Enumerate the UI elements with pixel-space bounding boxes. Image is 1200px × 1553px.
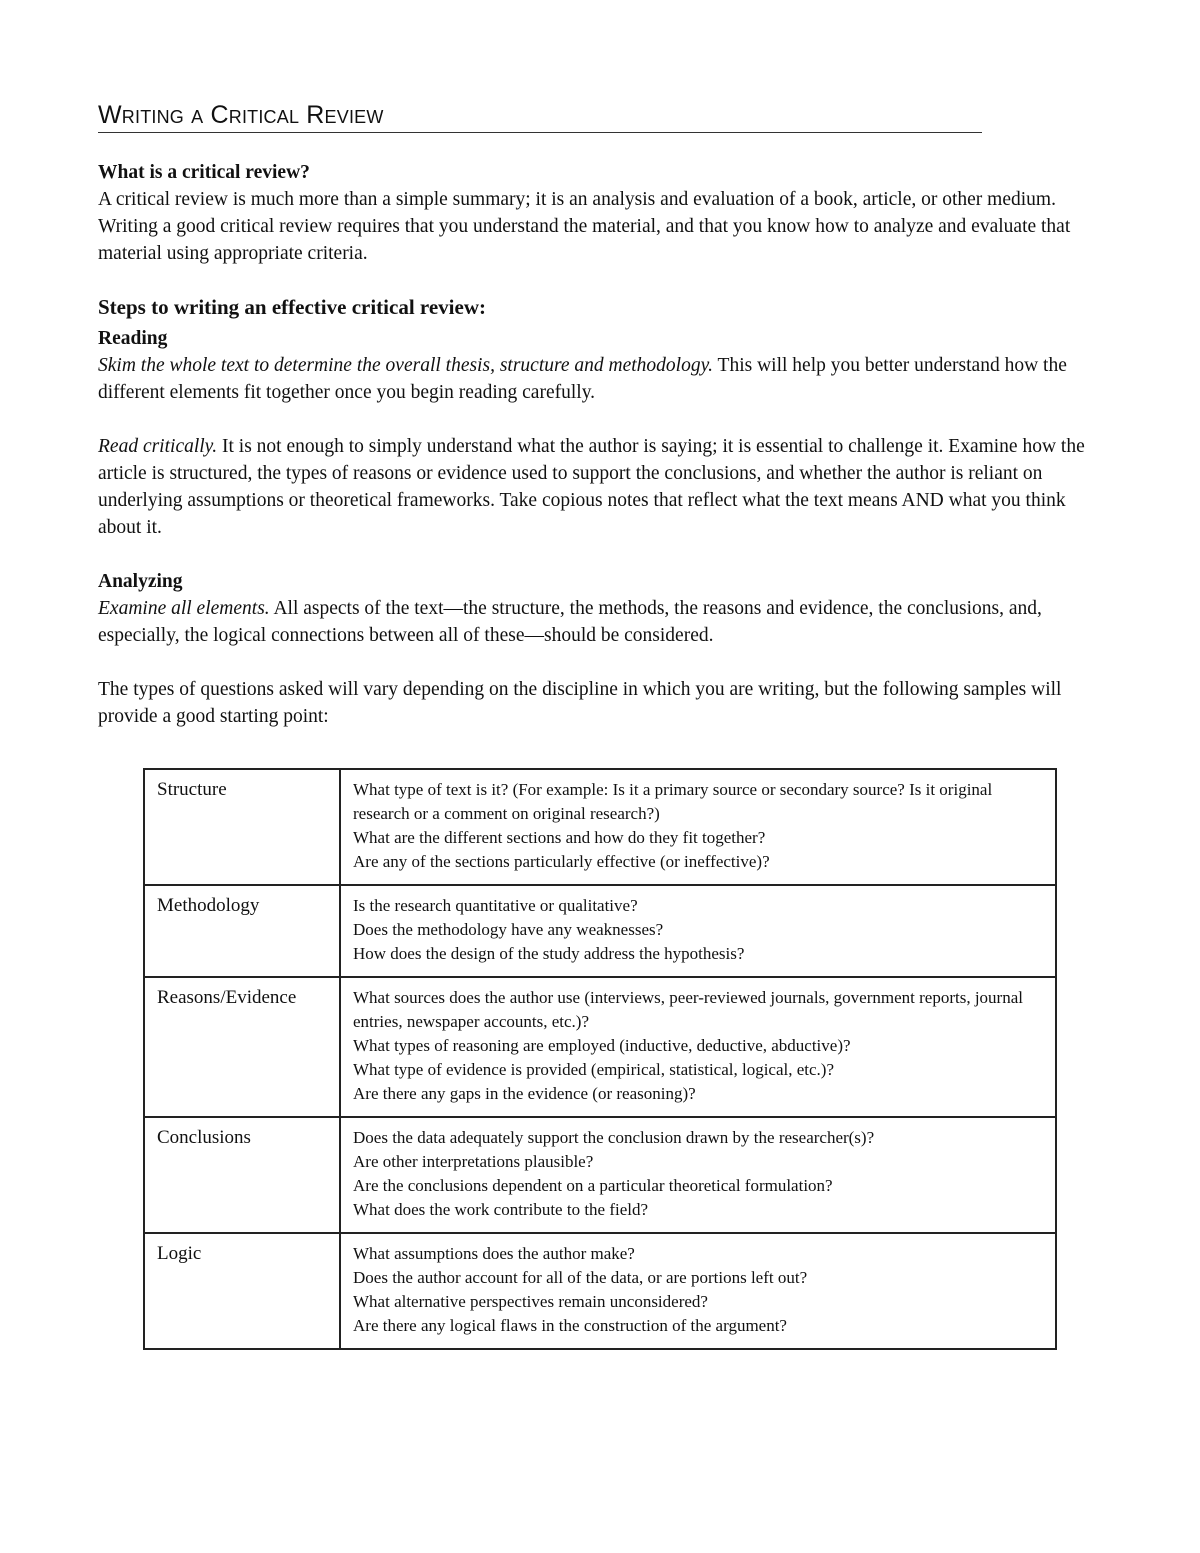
paragraph: A critical review is much more than a simple summary; it is an analysis and evaluation of a book, article, or other medium. Writing a good critical review requires that you understand the material, and that you know how to analyze and evaluate that material using appropriate criteria.: [98, 189, 1071, 264]
section-heading: What is a critical review?: [98, 162, 310, 183]
category-cell: Logic: [144, 1233, 340, 1349]
question: What types of reasoning are employed (inductive, deductive, abductive)?: [353, 1036, 851, 1055]
table-row: [144, 1233, 1056, 1349]
question: Does the methodology have any weaknesses?: [353, 920, 664, 939]
question: Is the research quantitative or qualitative?: [353, 896, 638, 915]
question: Are there any gaps in the evidence (or reasoning)?: [353, 1084, 696, 1103]
question: What type of evidence is provided (empirical, statistical, logical, etc.)?: [353, 1060, 835, 1079]
paragraph: [98, 595, 1088, 649]
analyzing-heading: Analyzing: [98, 571, 183, 592]
steps-heading: Steps to writing an effective critical review:: [98, 295, 486, 319]
question: What assumptions does the author make?: [353, 1244, 635, 1263]
italic-lead: Skim the whole text to determine the overall thesis, structure and methodology.: [98, 355, 714, 376]
questions-table: [143, 768, 1057, 1350]
question: What are the different sections and how do they fit together?: [353, 828, 766, 847]
paragraph: [98, 433, 1088, 541]
italic-lead: Examine all elements.: [98, 598, 270, 619]
question: How does the design of the study address the hypothesis?: [353, 944, 745, 963]
paragraph: [98, 352, 1088, 406]
question: What sources does the author use (interviews, peer-reviewed journals, government reports, journal entries, newspaper accounts, etc.)?: [353, 988, 1023, 1031]
questions-cell: [340, 769, 1056, 885]
question: Are there any logical flaws in the construction of the argument?: [353, 1316, 787, 1335]
table-row: [144, 769, 1056, 885]
question: Are the conclusions dependent on a particular theoretical formulation?: [353, 1176, 833, 1195]
table-row: [144, 977, 1056, 1117]
question: Does the author account for all of the data, or are portions left out?: [353, 1268, 808, 1287]
question: Are other interpretations plausible?: [353, 1152, 594, 1171]
document-page: [98, 100, 1088, 730]
category-cell: Structure: [144, 769, 340, 885]
questions-cell: [340, 1117, 1056, 1233]
questions-cell: [340, 977, 1056, 1117]
paragraph-text: It is not enough to simply understand what the author is saying; it is essential to challenge it. Examine how the article is structured, the types of reasons or evidence used to support the conclusions, and whether the author is reliant on underlying assumptions or theoretical frameworks. Take copious notes that reflect what the text means AND what you think about it.: [98, 436, 1085, 538]
italic-lead: Read critically.: [98, 436, 218, 457]
paragraph-text: This will help you better understand how the different elements fit together once you begin reading carefully.: [98, 355, 1067, 403]
question: Does the data adequately support the conclusion drawn by the researcher(s)?: [353, 1128, 875, 1147]
question: What type of text is it? (For example: Is it a primary source or secondary source? Is it original research or a comment on original research?): [353, 780, 993, 823]
questions-cell: [340, 885, 1056, 977]
question: What alternative perspectives remain unconsidered?: [353, 1292, 708, 1311]
question: What does the work contribute to the field?: [353, 1200, 649, 1219]
question: Are any of the sections particularly effective (or ineffective)?: [353, 852, 770, 871]
reading-heading: Reading: [98, 328, 168, 349]
document-title: Writing a Critical Review: [98, 100, 982, 133]
paragraph: The types of questions asked will vary depending on the discipline in which you are writing, but the following samples will provide a good starting point:: [98, 679, 1062, 727]
category-cell: Reasons/Evidence: [144, 977, 340, 1117]
category-cell: Methodology: [144, 885, 340, 977]
category-cell: Conclusions: [144, 1117, 340, 1233]
paragraph-text: All aspects of the text—the structure, the methods, the reasons and evidence, the conclusions, and, especially, the logical connections between all of these—should be considered.: [98, 598, 1042, 646]
table-row: [144, 885, 1056, 977]
questions-cell: [340, 1233, 1056, 1349]
table-row: [144, 1117, 1056, 1233]
